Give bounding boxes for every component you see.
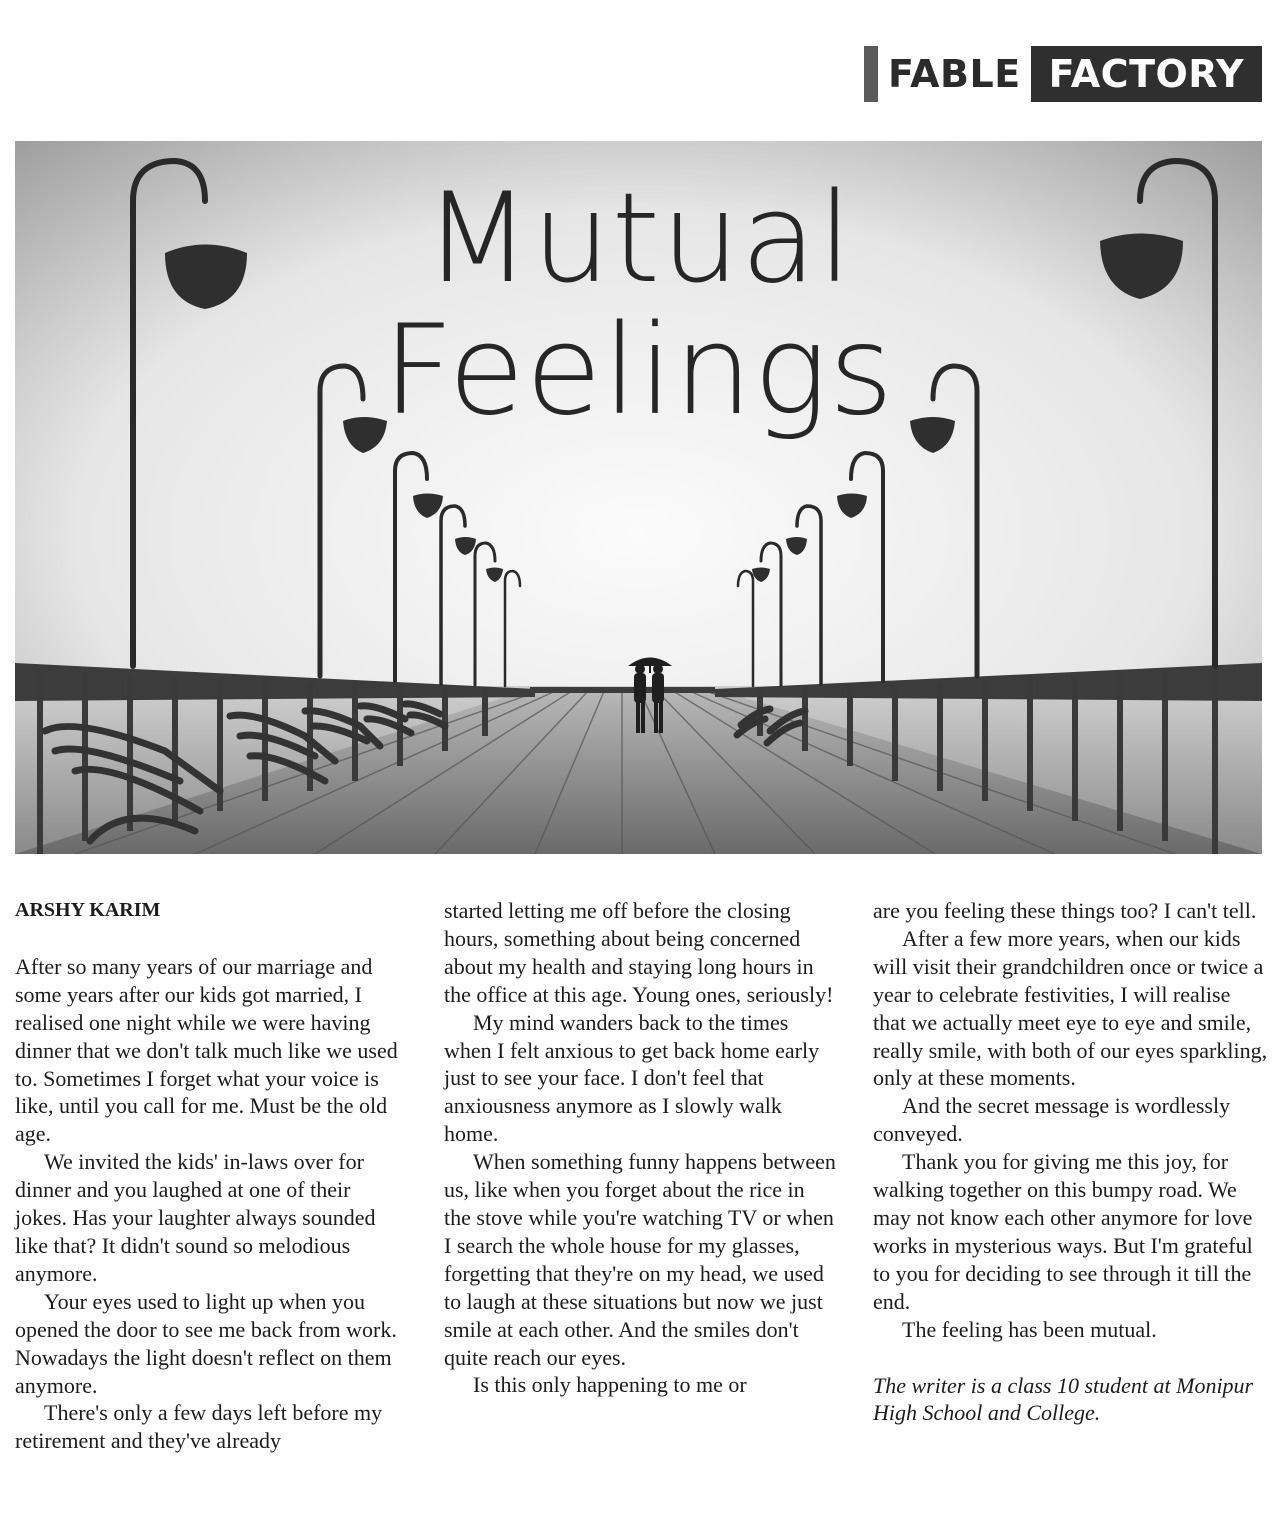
section-header xyxy=(864,46,1262,102)
article-column-3 xyxy=(873,897,1268,1427)
paragraph: Is this only happening to me or xyxy=(473,1372,747,1398)
section-label-factory: FACTORY xyxy=(1031,46,1262,102)
paragraph: Your eyes used to light up when you opened the door to see me back from work. Nowadays the light doesn't reflect on them anymore. xyxy=(15,1288,397,1398)
article-column-2 xyxy=(444,897,836,1399)
section-label-fable: FABLE xyxy=(888,52,1021,96)
paragraph: There's only a few days left before my retirement and they've already xyxy=(15,1400,383,1454)
spacer xyxy=(873,1344,1268,1372)
paragraph: My mind wanders back to the times when I felt anxious to get back home early just to see your face. I don't feel that anxiousness anymore as I slowly walk home. xyxy=(444,1009,820,1147)
paragraph: After a few more years, when our kids will visit their grandchildren once or twice a year to celebrate festivities, I will realise that we actually meet eye to eye and smile, really smile, with both of our eyes sparkling, only at these moments. xyxy=(873,925,1268,1091)
author-byline: ARSHY KARIM xyxy=(15,899,161,921)
hero-title-line-2: Feelings xyxy=(382,299,895,443)
paragraph: After so many years of our marriage and some years after our kids got married, I realised one night while we were having dinner that we don't talk much like we used to. Sometimes I forget what your voice is like, until you call for me. Must be the old age. xyxy=(15,953,398,1147)
paragraph: We invited the kids' in-laws over for dinner and you laughed at one of their jokes. Has your laughter always sounded like that? It didn't sound so melodious anymore. xyxy=(15,1149,376,1286)
paragraph: started letting me off before the closing hours, something about being concerned about my health and staying long hours in the office at this age. Young ones, seriously! xyxy=(444,898,834,1007)
author-credit: The writer is a class 10 student at Monipur High School and College. xyxy=(873,1372,1254,1426)
hero-illustration xyxy=(15,141,1262,854)
paragraph: Thank you for giving me this joy, for walking together on this bumpy road. We may not know each other anymore for love works in mysterious ways. But I'm grateful to you for deciding to see through it till the end. xyxy=(873,1149,1253,1314)
paragraph: When something funny happens between us, like when you forget about the rice in the stove while you're watching TV or when I search the whole house for my glasses, forgetting that they're on my head, we used to laugh at these situations but now we just smile at each other. And the smiles don't quite reach our eyes. xyxy=(444,1149,836,1370)
paragraph: And the secret message is wordlessly conveyed. xyxy=(873,1093,1231,1147)
header-accent-bar xyxy=(864,46,878,102)
article-column-1 xyxy=(15,897,407,1455)
paragraph: are you feeling these things too? I can't tell. xyxy=(873,898,1257,923)
paragraph: The feeling has been mutual. xyxy=(902,1316,1157,1342)
hero-title-line-1: Mutual xyxy=(423,167,854,311)
